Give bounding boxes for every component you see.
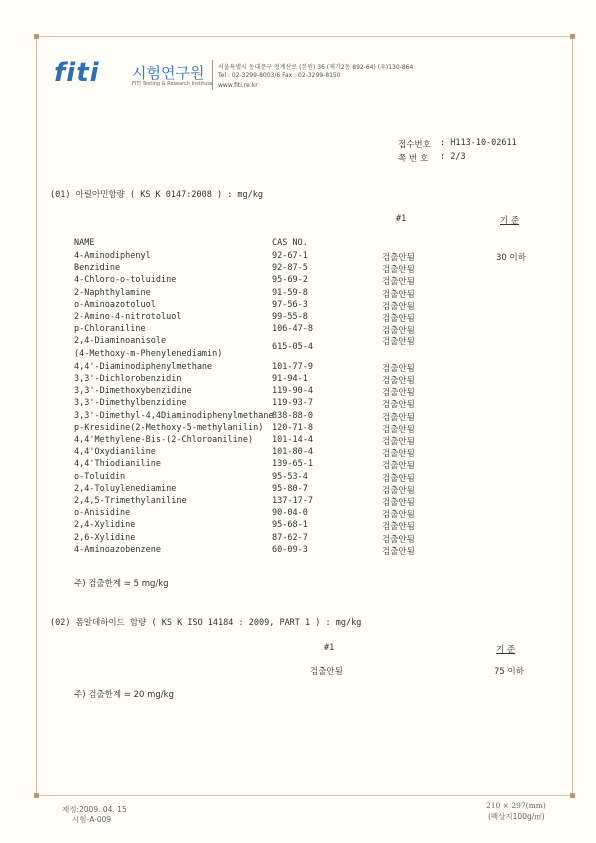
result-value: 검출안됨 xyxy=(382,277,415,288)
result-value: 검출안됨 xyxy=(382,412,415,423)
chemical-name: 2,4-Toluylenediamine xyxy=(74,483,177,494)
chemical-name: 4,4'-Diaminodiphenylmethane xyxy=(74,361,213,372)
result-value: 검출안됨 xyxy=(382,326,415,337)
standard-value: 30 이하 xyxy=(496,253,526,263)
cas-number: 120-71-8 xyxy=(272,422,313,433)
result-value: 검출안됨 xyxy=(382,510,415,521)
column-header-name: NAME xyxy=(74,238,95,248)
table-row xyxy=(0,312,596,324)
table-row xyxy=(0,520,596,532)
section1-sample-header: #1 xyxy=(396,214,407,224)
chemical-name: o-Anisidine xyxy=(74,508,131,519)
chemical-name: 2,6-Xylidine xyxy=(74,532,136,543)
result-value: 검출안됨 xyxy=(382,522,415,533)
receipt-number-label: 접수번호 xyxy=(398,140,431,150)
cas-number: 95-69-2 xyxy=(272,275,308,286)
cas-number: 60-09-3 xyxy=(272,544,308,555)
table-row xyxy=(0,336,596,360)
section1-title: (01) 아릴아민함량 ( KS K 0147:2008 ) : mg/kg xyxy=(50,190,264,200)
table-row xyxy=(0,459,596,471)
result-value: 검출안됨 xyxy=(382,400,415,411)
section1-note: 주) 검출한계 = 5 mg/kg xyxy=(74,579,169,589)
cas-number: 87-62-7 xyxy=(272,532,308,543)
cas-number: 95-68-1 xyxy=(272,520,308,531)
chemical-name: 4-Chloro-o-toluidine xyxy=(74,275,177,286)
cas-number: 91-94-1 xyxy=(272,374,308,384)
chemical-name-alt: (4-Methoxy-m-Phenylenediamin) xyxy=(74,348,223,359)
footer-form-code: 시험-A-009 xyxy=(72,815,112,824)
cas-number: 615-05-4 xyxy=(272,342,313,353)
result-value: 검출안됨 xyxy=(382,363,415,374)
footer-paper-size: 210 × 297(mm) xyxy=(486,801,546,810)
result-value: 검출안됨 xyxy=(382,301,415,312)
column-header-cas: CAS NO. xyxy=(272,238,308,248)
cas-number: 838-88-0 xyxy=(272,410,313,421)
chemical-name: 2,4,5-Trimethylaniline xyxy=(74,496,187,506)
result-value: 검출안됨 xyxy=(382,424,415,435)
result-value: 검출안됨 xyxy=(382,437,415,447)
footer-paper-type: (백상지100g/㎡) xyxy=(488,812,545,821)
table-row xyxy=(0,533,596,545)
chemical-name: 2,4-Diaminoanisole xyxy=(74,336,167,347)
header-address: 서울특별시 동대문구 청계산로 (본원) 36 (제기2동 892-64) (우)130-864 xyxy=(218,64,414,71)
cas-number: 91-59-8 xyxy=(272,287,308,298)
table-row xyxy=(0,324,596,336)
section1-standard-header: 기 준 xyxy=(500,216,520,226)
chemical-name: o-Toluidin xyxy=(74,471,126,482)
page-number-value: : 2/3 xyxy=(440,152,466,162)
corner-ornament xyxy=(570,793,575,798)
result-value: 검출안됨 xyxy=(382,265,415,276)
table-row xyxy=(0,362,596,374)
cas-number: 119-93-7 xyxy=(272,398,313,409)
result-value: 검출안됨 xyxy=(382,473,415,484)
result-value: 검출안됨 xyxy=(382,337,415,348)
chemical-name: p-Chloraniline xyxy=(74,324,146,335)
result-value: 검출안됨 xyxy=(382,289,415,300)
table-row xyxy=(0,374,596,386)
result-value: 검출안됨 xyxy=(382,485,415,496)
result-value: 검출안됨 xyxy=(382,546,415,557)
result-value: 검출안됨 xyxy=(382,388,415,399)
result-value: 검출안됨 xyxy=(382,253,415,263)
frame-top xyxy=(36,36,572,37)
table-row xyxy=(0,411,596,423)
org-name: 시험연구원 xyxy=(132,64,205,82)
chemical-name: 4-Aminoazobenzene xyxy=(74,544,161,555)
cas-number: 97-56-3 xyxy=(272,299,308,310)
table-row xyxy=(0,263,596,275)
result-value: 검출안됨 xyxy=(382,534,415,545)
result-value: 검출안됨 xyxy=(382,376,415,386)
cas-number: 139-65-1 xyxy=(272,459,313,470)
header-website: www.fiti.re.kr xyxy=(218,82,258,89)
chemical-name: 4-Aminodiphenyl xyxy=(74,251,151,261)
table-row xyxy=(0,275,596,287)
cas-number: 92-67-1 xyxy=(272,251,308,261)
table-row xyxy=(0,496,596,508)
chemical-name: 3,3'-Dichlorobenzidin xyxy=(74,374,182,384)
result-value: 검출안됨 xyxy=(382,314,415,324)
section2-title: (02) 폼알데하이드 함량 ( KS K ISO 14184 : 2009, PART 1 ) : mg/kg xyxy=(50,618,362,628)
receipt-number-value: : H113-10-02611 xyxy=(440,138,517,148)
chemical-name: 2-Amino-4-nitrotoluol xyxy=(74,312,182,322)
chemical-name: 2,4-Xylidine xyxy=(74,520,136,531)
table-row xyxy=(0,484,596,496)
chemical-name: p-Kresidine(2-Methoxy-5-methylanilin) xyxy=(74,422,264,433)
cas-number: 119-90-4 xyxy=(272,386,313,397)
table-row xyxy=(0,300,596,312)
frame-bottom xyxy=(36,795,572,796)
chemical-name: 3,3'-Dimethyl-4,4Diaminodiphenylmethane xyxy=(74,410,274,421)
cas-number: 95-80-7 xyxy=(272,483,308,494)
cas-number: 90-04-0 xyxy=(272,508,308,519)
page-number-label: 쪽 번 호 xyxy=(398,154,429,164)
table-row xyxy=(0,288,596,300)
cas-number: 101-80-4 xyxy=(272,447,313,458)
table-row xyxy=(0,386,596,398)
table-row xyxy=(0,435,596,447)
chemical-name: 2-Naphthylamine xyxy=(74,287,151,298)
table-row xyxy=(0,398,596,410)
chemical-name: o-Aminoazotoluol xyxy=(74,299,156,310)
cas-number: 92-87-5 xyxy=(272,263,308,274)
table-row xyxy=(0,423,596,435)
header-divider xyxy=(212,60,213,90)
logo-mark: fiti xyxy=(54,58,100,88)
cas-number: 99-55-8 xyxy=(272,312,308,322)
chemical-name: 4,4'Methylene-Bis-(2-Chloroaniline) xyxy=(74,435,254,445)
header-phone: Tel : 02-3299-8003/6 Fax : 02-3299-8150 xyxy=(218,72,341,79)
table-row xyxy=(0,472,596,484)
corner-ornament xyxy=(570,34,575,39)
cas-number: 101-14-4 xyxy=(272,435,313,445)
footer-established-date: 제정:2009. 04. 15 xyxy=(62,805,127,814)
table-row xyxy=(0,447,596,459)
section2-note: 주) 검출한계 = 20 mg/kg xyxy=(74,690,174,700)
cas-number: 95-53-4 xyxy=(272,471,308,482)
section2-standard-header: 기 준 xyxy=(496,645,516,655)
section2-result: 검출안됨 xyxy=(310,667,343,677)
chemical-name: Benzidine xyxy=(74,263,121,274)
table-row xyxy=(0,545,596,557)
chemical-name: 4,4'Oxydianiline xyxy=(74,447,156,458)
corner-ornament xyxy=(34,793,39,798)
chemical-name: 3,3'-Dimethylbenzidine xyxy=(74,398,187,409)
table-row xyxy=(0,508,596,520)
chemical-name: 4,4'Thiodianiline xyxy=(74,459,161,470)
result-value: 검출안됨 xyxy=(382,449,415,460)
result-value: 검출안됨 xyxy=(382,498,415,508)
org-subname: FITI Testing & Research Institute xyxy=(132,81,213,87)
cas-number: 106-47-8 xyxy=(272,324,313,335)
cas-number: 101-77-9 xyxy=(272,361,313,372)
cas-number: 137-17-7 xyxy=(272,496,313,506)
table-row xyxy=(0,251,596,263)
section2-sample-header: #1 xyxy=(324,643,335,653)
corner-ornament xyxy=(34,34,39,39)
chemical-name: 3,3'-Dimethoxybenzidine xyxy=(74,386,192,397)
section2-standard: 75 이하 xyxy=(494,667,524,677)
result-value: 검출안됨 xyxy=(382,461,415,472)
